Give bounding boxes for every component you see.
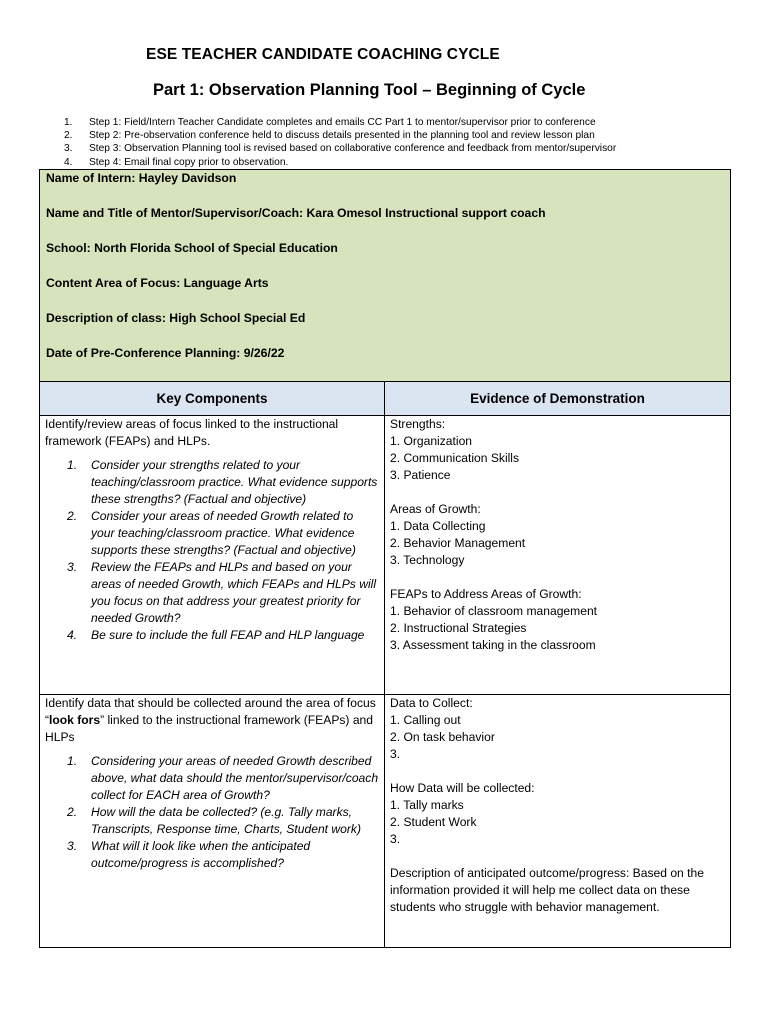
- prompt-text: What will it look like when the anticipated outcome/progress is accomplished?: [91, 839, 311, 870]
- how-item: 3.: [390, 832, 401, 846]
- prompt-item: [45, 838, 380, 872]
- prompt-item: [45, 753, 380, 804]
- strength-item: 1. Organization: [390, 434, 473, 448]
- data-prompts: [45, 753, 380, 872]
- key-components-data-collection: [40, 695, 385, 948]
- data-item: 2. On task behavior: [390, 730, 495, 744]
- feap-item: 1. Behavior of classroom management: [390, 604, 598, 618]
- feap-item: 3. Assessment taking in the classroom: [390, 638, 596, 652]
- step-text: Step 1: Field/Intern Teacher Candidate completes and emails CC Part 1 to mentor/supervisor prior to conference: [89, 117, 596, 128]
- step-text: Step 3: Observation Planning tool is revised based on collaborative conference and feedback from mentor/supervisor: [89, 143, 617, 155]
- data-label: Data to Collect:: [390, 696, 473, 710]
- prompt-text: Consider your areas of needed Growth related to your teaching/classroom practice. What evidence supports these strengths? (Factual and objective): [91, 509, 356, 557]
- prompt-text: Review the FEAPs and HLPs and based on your areas of needed Growth, which FEAPs and HLPs will you focus on that address your greatest priority for needed Growth?: [91, 560, 377, 625]
- how-item: 1. Tally marks: [390, 798, 464, 812]
- pre-conference-date: Date of Pre-Conference Planning: 9/26/22: [46, 346, 285, 360]
- feaps-label: FEAPs to Address Areas of Growth:: [390, 587, 582, 601]
- data-intro: Identify data that should be collected around the area of focus “look fors” linked to the instructional framework (FEAPs) and HLPs: [45, 696, 376, 744]
- how-item: 2. Student Work: [390, 815, 477, 829]
- content-area: Content Area of Focus: Language Arts: [46, 276, 269, 290]
- prompt-number: 2.: [67, 509, 78, 523]
- prompt-number: 2.: [67, 805, 78, 819]
- header-evidence: Evidence of Demonstration: [385, 382, 731, 416]
- prompt-number: 3.: [67, 560, 78, 574]
- growth-item: 3. Technology: [390, 553, 465, 567]
- data-item: 3.: [390, 747, 401, 761]
- step-text: Step 2: Pre-observation conference held to discuss details presented in the planning tool and review lesson plan: [89, 130, 595, 142]
- class-description: Description of class: High School Special Ed: [46, 311, 306, 325]
- look-fors-emphasis: look fors: [49, 713, 101, 727]
- prompt-text: Considering your areas of needed Growth described above, what data should the mentor/supervisor/coach collect for EACH area of Growth?: [91, 754, 379, 802]
- prompt-item: [45, 457, 380, 508]
- prompt-number: 3.: [67, 839, 78, 853]
- focus-intro: Identify/review areas of focus linked to the instructional framework (FEAPs) and HLPs.: [45, 417, 339, 448]
- step-item: [64, 156, 616, 169]
- document-title: ESE TEACHER CANDIDATE COACHING CYCLE: [146, 46, 500, 63]
- growth-item: 2. Behavior Management: [390, 536, 526, 550]
- prompt-item: [45, 508, 380, 559]
- growth-item: 1. Data Collecting: [390, 519, 486, 533]
- strengths-label: Strengths:: [390, 417, 446, 431]
- data-item: 1. Calling out: [390, 713, 461, 727]
- step-number: 4.: [64, 156, 73, 168]
- step-item: [64, 142, 616, 155]
- growth-label: Areas of Growth:: [390, 502, 481, 516]
- steps-list: [64, 116, 616, 169]
- planning-table: [39, 169, 731, 948]
- step-number: 1.: [64, 117, 73, 128]
- intern-info-section: [40, 170, 731, 382]
- step-item: [64, 116, 616, 129]
- school-name: School: North Florida School of Special Education: [46, 241, 338, 255]
- evidence-focus-areas: [385, 416, 731, 695]
- key-components-focus-areas: [40, 416, 385, 695]
- outcome-description: Description of anticipated outcome/progress: Based on the information provided it will help me collect data on these students who struggle with behavior management.: [390, 866, 704, 914]
- header-key-components: Key Components: [40, 382, 385, 416]
- step-number: 2.: [64, 130, 73, 142]
- prompt-text: How will the data be collected? (e.g. Tally marks, Transcripts, Response time, Charts, Student work): [91, 805, 361, 836]
- prompt-text: Be sure to include the full FEAP and HLP language: [91, 628, 365, 642]
- step-item: [64, 129, 616, 142]
- mentor-name-title: Name and Title of Mentor/Supervisor/Coach: Kara Omesol Instructional support coach: [46, 206, 546, 220]
- prompt-item: [45, 804, 380, 838]
- intern-name: Name of Intern: Hayley Davidson: [46, 171, 237, 185]
- prompt-number: 4.: [67, 628, 78, 642]
- prompt-number: 1.: [67, 458, 78, 472]
- prompt-item: [45, 627, 380, 644]
- strength-item: 2. Communication Skills: [390, 451, 520, 465]
- evidence-data-collection: [385, 695, 731, 948]
- step-number: 3.: [64, 143, 73, 155]
- prompt-item: [45, 559, 380, 627]
- prompt-text: Consider your strengths related to your teaching/classroom practice. What evidence supports these strengths? (Factual and objective): [91, 458, 378, 506]
- strength-item: 3. Patience: [390, 468, 451, 482]
- focus-prompts: [45, 457, 380, 644]
- how-label: How Data will be collected:: [390, 781, 535, 795]
- feap-item: 2. Instructional Strategies: [390, 621, 527, 635]
- step-text: Step 4: Email final copy prior to observation.: [89, 156, 289, 168]
- document-subtitle: Part 1: Observation Planning Tool – Beginning of Cycle: [153, 81, 586, 99]
- prompt-number: 1.: [67, 754, 78, 768]
